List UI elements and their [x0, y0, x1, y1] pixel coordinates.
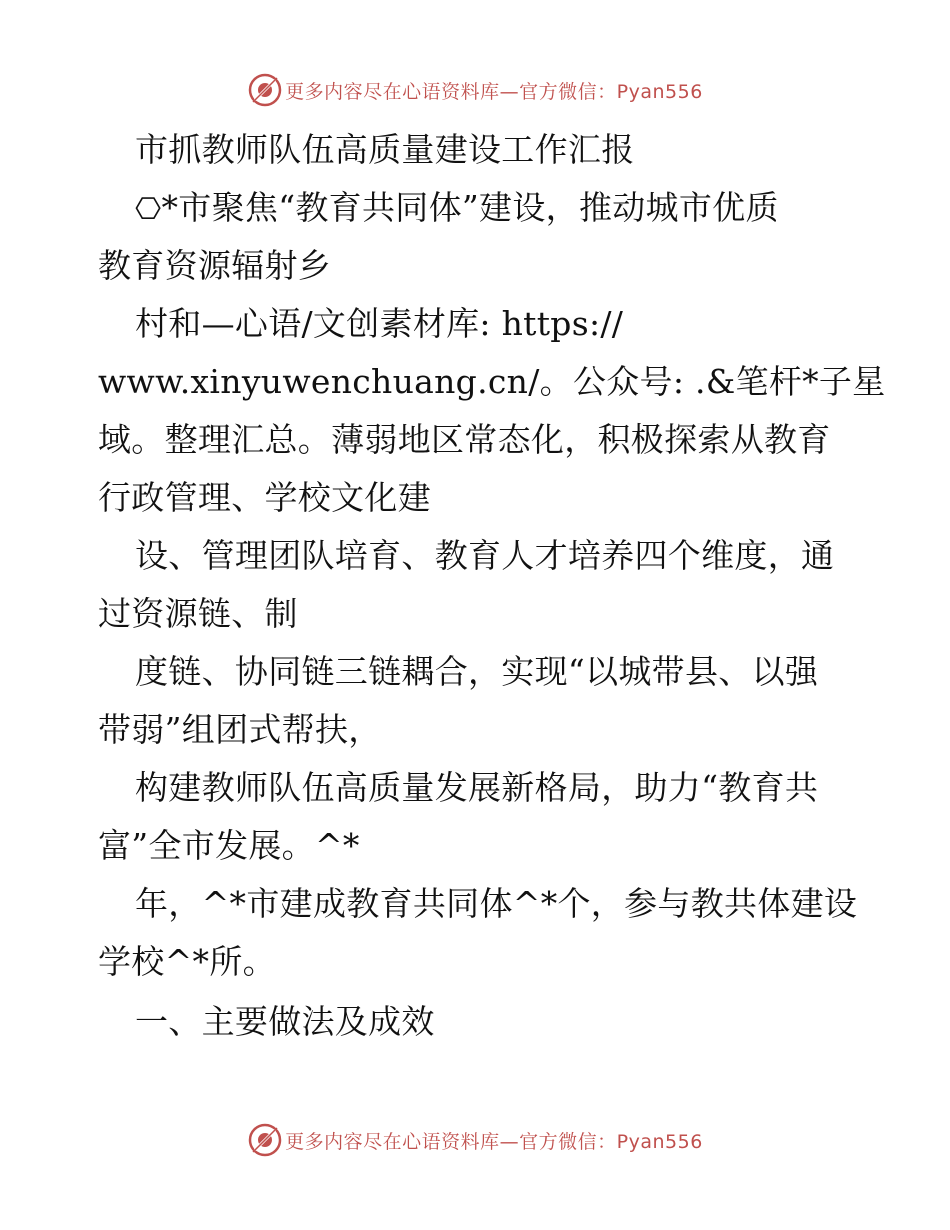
brand-logo-icon: [247, 72, 283, 108]
paragraph-line: 过资源链、制: [98, 594, 298, 633]
paragraph-line: 带弱”组团式帮扶，: [98, 710, 382, 749]
footer-watermark: [0, 1120, 950, 1160]
paragraph-line: 村和—心语/文创素材库: https://: [135, 304, 624, 343]
paragraph-line: 学校^*所。: [98, 942, 276, 981]
document-title: 市抓教师队伍高质量建设工作汇报: [135, 130, 635, 169]
paragraph-line: 构建教师队伍高质量发展新格局，助力“教育共: [135, 768, 819, 807]
paragraph-line: 富”全市发展。^*: [98, 826, 360, 865]
watermark-text: 更多内容尽在心语资料库—官方微信：Pyan556: [285, 1130, 703, 1153]
paragraph-line: 设、管理团队培育、教育人才培养四个维度，通: [135, 536, 835, 575]
header-watermark: [0, 70, 950, 110]
paragraph-line: [135, 188, 779, 230]
paragraph-line: 年，^*市建成教育共同体^*个，参与教共体建设: [135, 884, 858, 923]
paragraph-line: www.xinyuwenchuang.cn/。公众号: .&笔杆*子星: [98, 362, 886, 401]
watermark-text: 更多内容尽在心语资料库—官方微信：Pyan556: [285, 80, 703, 103]
paragraph-line: 域。整理汇总。薄弱地区常态化，积极探索从教育: [98, 420, 831, 459]
paragraph-line: 行政管理、学校文化建: [98, 478, 431, 517]
line-text: *市聚焦“教育共同体”建设，推动城市优质: [161, 188, 779, 227]
paragraph-line: 教育资源辐射乡: [98, 246, 332, 285]
paragraph-line: 度链、协同链三链耦合，实现“以城带县、以强: [135, 652, 819, 691]
brand-logo-icon: [247, 1122, 283, 1158]
section-heading: 一、主要做法及成效: [135, 1002, 435, 1041]
decorative-glyph-icon: ⎔: [135, 192, 162, 227]
